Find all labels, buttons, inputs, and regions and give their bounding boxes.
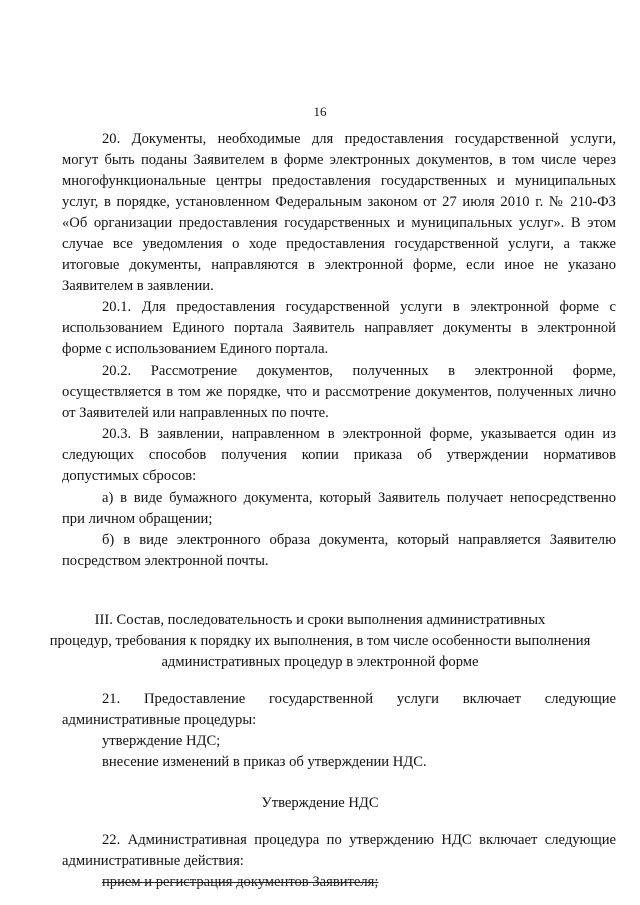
text-line: Заявителем в заявлении. — [62, 278, 214, 294]
text-line: б) в виде электронного образа документа, который направляется Заявителю — [102, 532, 616, 548]
text-line: случае все уведомления о ходе предоставления государственной услуги, а также — [62, 236, 616, 252]
text-line: осуществляется в том же порядке, что и рассмотрение документов, полученных лично — [62, 384, 616, 400]
text-line: посредством электронной почты. — [62, 553, 269, 569]
text-line: допустимых сбросов: — [62, 468, 197, 484]
page-number: 16 — [313, 104, 327, 119]
text-line: а) в виде бумажного документа, который Заявитель получает непосредственно — [102, 490, 616, 506]
text-line: административные действия: — [62, 853, 244, 869]
text-line: многофункциональные центры предоставления государственных и муниципальных — [62, 173, 616, 189]
text-line: 20. Документы, необходимые для предоставления государственной услуги, — [102, 131, 616, 147]
text-line: «Об организации предоставления государственных и муниципальных услуг». В этом — [62, 215, 616, 231]
text-line: 20.3. В заявлении, направленном в электронной форме, указывается один из — [102, 426, 616, 442]
text-line: 22. Административная процедура по утверждению НДС включает следующие — [102, 832, 616, 848]
text-line: утверждение НДС; — [102, 733, 221, 749]
section-heading-line: процедур, требования к порядку их выполнения, в том числе особенности выполнения — [49, 633, 591, 649]
text-line: могут быть поданы Заявителем в форме электронных документов, в том числе через — [62, 152, 616, 168]
text-line: форме с использованием Единого портала. — [62, 341, 329, 357]
text-line: административные процедуры: — [62, 712, 257, 728]
text-line: использованием Единого портала Заявитель направляет документы в электронной — [62, 320, 616, 336]
text-line: следующих способов получения копии приказа об утверждении нормативов — [62, 447, 616, 463]
text-line: от Заявителей или направленных по почте. — [62, 405, 329, 421]
text-line: 21. Предоставление государственной услуги включает следующие — [102, 691, 616, 707]
text-line: при личном обращении; — [62, 511, 213, 527]
text-line: 20.2. Рассмотрение документов, полученных в электронной форме, — [102, 363, 616, 379]
text-line: итоговые документы, направляются в электронной форме, если иное не указано — [62, 257, 616, 273]
text-line: 20.1. Для предоставления государственной услуги в электронной форме с — [102, 299, 616, 315]
section-heading-line: III. Состав, последовательность и сроки выполнения административных — [94, 612, 546, 628]
text-line: прием и регистрация документов Заявителя; — [102, 874, 379, 890]
text-line: услуг, в порядке, установленном Федеральным законом от 27 июля 2010 г. № 210-ФЗ — [62, 194, 616, 210]
subsection-heading: Утверждение НДС — [261, 795, 379, 811]
text-line: внесение изменений в приказ об утверждении НДС. — [102, 754, 427, 770]
section-heading-line: административных процедур в электронной форме — [161, 654, 479, 670]
